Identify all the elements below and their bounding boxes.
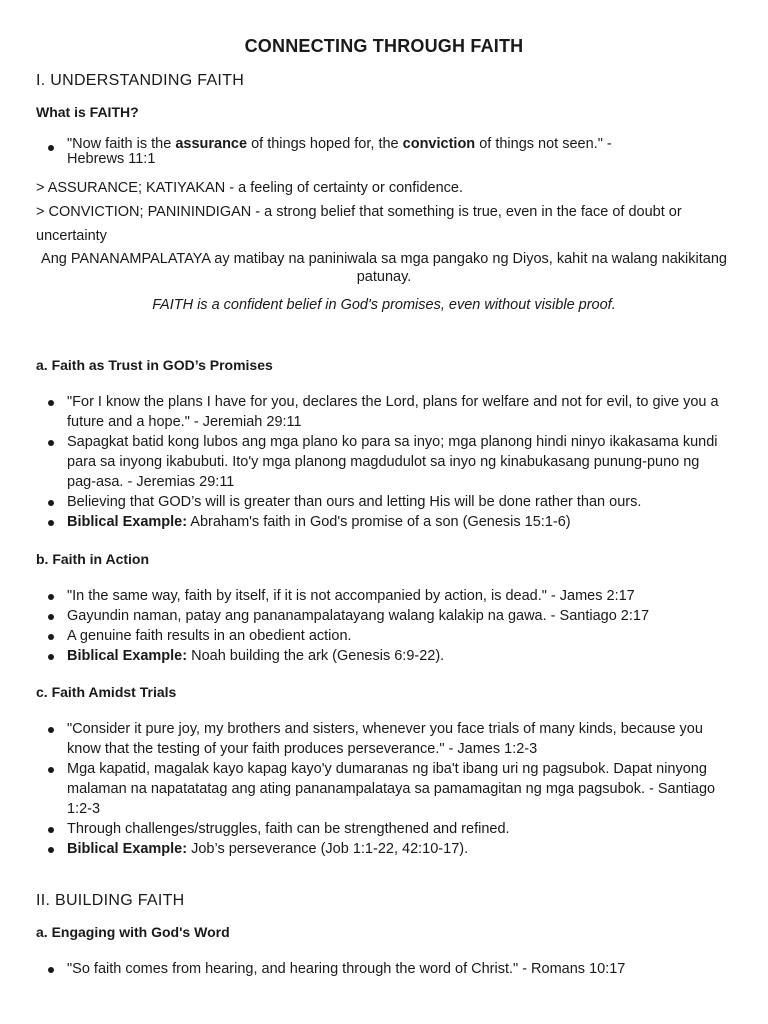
tagalog-definition: Ang PANANAMPALATAYA ay matibay na paniniwala sa mga pangako ng Diyos, kahit na walang nakikitang patunay. (41, 251, 727, 285)
bullet-icon (48, 400, 54, 406)
subheading-faith-amidst-trials: c. Faith Amidst Trials (36, 684, 177, 700)
bullet-icon (48, 614, 54, 620)
biblical-example-label: Biblical Example: (67, 841, 188, 857)
section-heading-building-faith (36, 892, 185, 910)
list-item (36, 586, 732, 606)
list-item-text: Gayundin naman, patay ang pananampalatayang walang kalakip na gawa. - Santiago 2:17 (67, 608, 650, 624)
quote-reference: Hebrews 11:1 (67, 151, 156, 167)
bullet-icon (48, 654, 54, 660)
list-item-text: A genuine faith results in an obedient action. (67, 628, 352, 644)
bullet-icon (48, 847, 54, 853)
list-item (36, 759, 732, 819)
list-item (36, 959, 732, 979)
biblical-example-label: Biblical Example: (67, 514, 188, 530)
bullet-icon (48, 520, 54, 526)
bullet-icon (48, 500, 54, 506)
definition-conviction: > CONVICTION; PANININDIGAN - a strong belief that something is true, even in the face of doubt or uncertainty (36, 204, 682, 244)
section-heading-text: II. BUILDING FAITH (36, 892, 185, 909)
list-item-text: Through challenges/struggles, faith can be strengthened and refined. (67, 821, 510, 837)
faith-in-action-list (36, 586, 732, 666)
list-item-text: Noah building the ark (Genesis 6:9-22). (187, 648, 445, 664)
list-item-text: "So faith comes from hearing, and hearing through the word of Christ." - Romans 10:17 (67, 961, 626, 977)
bullet-icon (48, 594, 54, 600)
biblical-example-label: Biblical Example: (67, 648, 188, 664)
section-heading-understanding-faith (36, 72, 244, 90)
list-item (36, 512, 732, 532)
quote-text: of things not seen." - (475, 136, 612, 152)
bullet-icon (48, 727, 54, 733)
hebrews-quote-list (36, 137, 732, 167)
document-title: CONNECTING THROUGH FAITH (244, 36, 524, 56)
bullet-icon (48, 767, 54, 773)
list-item (36, 432, 732, 492)
quote-text: of things hoped for, the (247, 136, 403, 152)
faith-amidst-trials-list (36, 719, 732, 859)
engaging-gods-word-list (36, 959, 732, 979)
list-item-text: Sapagkat batid kong lubos ang mga plano ko para sa inyo; mga planong hindi ninyo ikakasama kundi para sa inyong ikabubuti. Ito'y mga planong magdudulot sa inyo ng kinabukasang punung-puno ng pag-asa. - Jeremias 29:11 (67, 434, 718, 490)
faith-as-trust-list (36, 392, 732, 532)
bullet-icon (48, 440, 54, 446)
list-item (36, 492, 732, 512)
bullet-icon (48, 827, 54, 833)
list-item-text: Abraham's faith in God's promise of a son (Genesis 15:1-6) (187, 514, 571, 530)
list-item (36, 626, 732, 646)
section-heading-text: I. UNDERSTANDING FAITH (36, 72, 245, 89)
subheading-faith-as-trust: a. Faith as Trust in GOD’s Promises (36, 357, 273, 373)
list-item (36, 719, 732, 759)
list-item-text: Job’s perseverance (Job 1:1-22, 42:10-17). (187, 841, 469, 857)
quote-text: "Now faith is the (67, 136, 176, 152)
subheading-faith-in-action: b. Faith in Action (36, 551, 150, 567)
list-item-text: "For I know the plans I have for you, declares the Lord, plans for welfare and not for evil, to give you a future and a hope." - Jeremiah 29:11 (67, 394, 719, 430)
quote-bold-assurance: assurance (175, 136, 248, 152)
list-item (36, 137, 732, 167)
bullet-icon (48, 967, 54, 973)
list-item (36, 819, 732, 839)
what-is-faith-heading: What is FAITH? (36, 104, 139, 120)
definition-assurance: > ASSURANCE; KATIYAKAN - a feeling of certainty or confidence. (36, 180, 463, 196)
list-item-text: "In the same way, faith by itself, if it is not accompanied by action, is dead." - James 2:17 (67, 588, 635, 604)
subheading-engaging-gods-word: a. Engaging with God's Word (36, 924, 230, 940)
quote-bold-conviction: conviction (402, 136, 476, 152)
list-item (36, 392, 732, 432)
list-item-text: Mga kapatid, magalak kayo kapag kayo'y dumaranas ng iba't ibang uri ng pagsubok. Dapat ninyong malaman na napatatatag ang ating pananampalataya sa pamamagitan ng mga pagsubok. - Santiago 1:2-3 (67, 761, 716, 817)
bullet-icon (48, 634, 54, 640)
english-definition: FAITH is a confident belief in God's promises, even without visible proof. (152, 297, 616, 313)
bullet-icon (48, 145, 54, 151)
list-item (36, 606, 732, 626)
list-item-text: Believing that GOD’s will is greater than ours and letting His will be done rather than ours. (67, 494, 642, 510)
list-item (36, 646, 732, 666)
list-item (36, 839, 732, 859)
list-item-text: "Consider it pure joy, my brothers and sisters, whenever you face trials of many kinds, because you know that the testing of your faith produces perseverance." - James 1:2-3 (67, 721, 703, 757)
